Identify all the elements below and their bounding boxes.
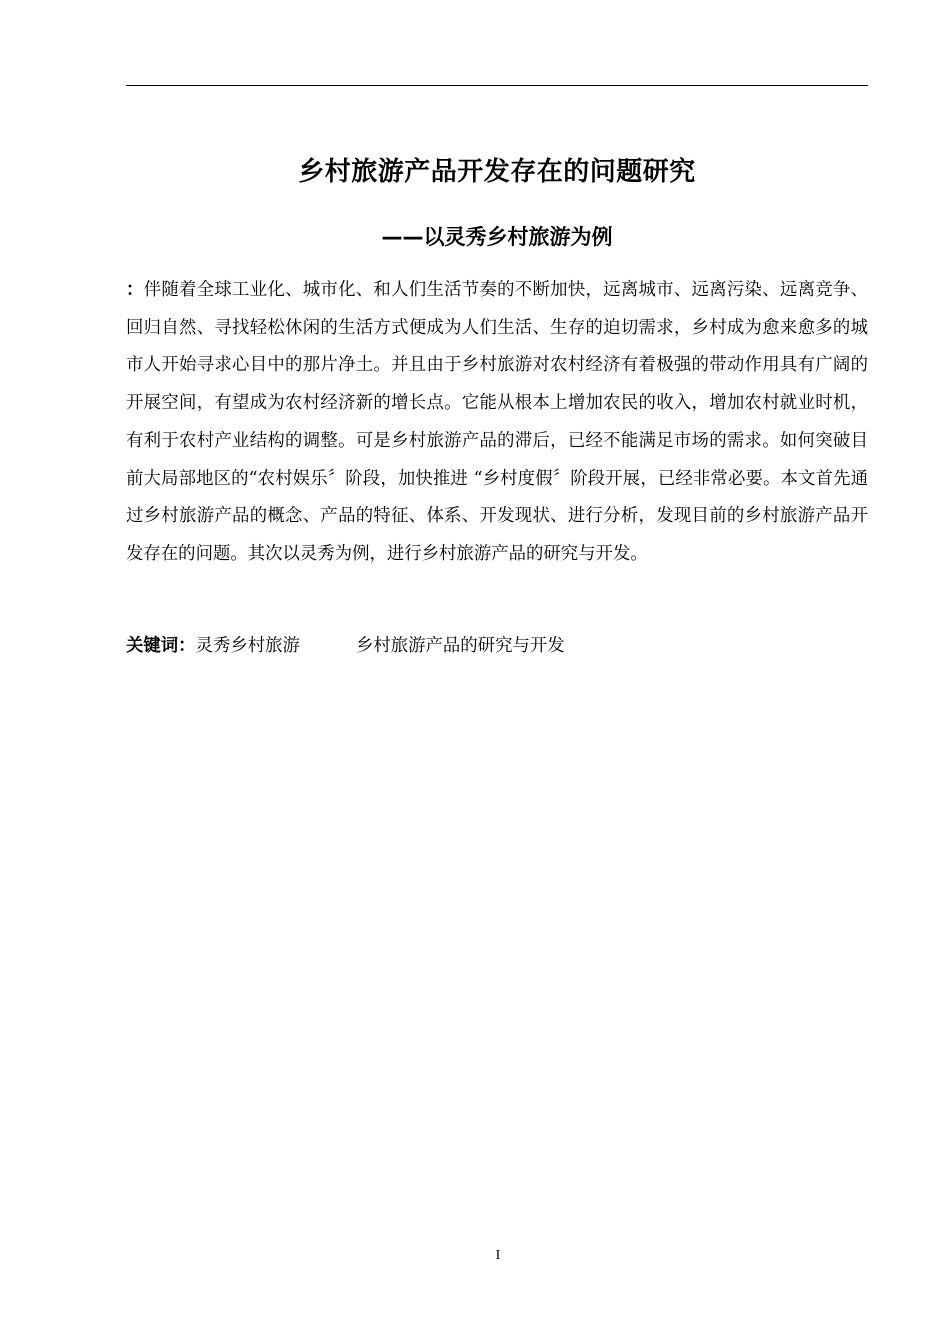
document-title: 乡村旅游产品开发存在的问题研究	[298, 157, 696, 187]
page-number: I	[495, 1248, 501, 1263]
abstract-paragraph	[126, 272, 868, 574]
header-rule	[126, 85, 868, 86]
keyword-item: 乡村旅游产品的研究与开发	[355, 636, 565, 656]
keywords-label: 关键词：	[126, 636, 196, 656]
keyword-item: 灵秀乡村旅游	[195, 636, 300, 656]
keywords-line	[126, 628, 868, 664]
abstract-text: 伴随着全球工业化、城市化、和人们生活节奏的不断加快，远离城市、远离污染、远离竞争、回归自然、寻找轻松休闲的生活方式便成为人们生活、生存的迫切需求，乡村成为愈来愈多的城市人开始寻求心目中的那片净土。并且由于乡村旅游对农村经济有着极强的带动作用具有广阔的开展空间，有望成为农村经济新的增长点。它能从根本上增加农民的收入，增加农村就业时机，有利于农村产业结构的调整。可是乡村旅游产品的滞后，已经不能满足市场的需求。如何突破目前大局部地区的“农村娱乐〞阶段，加快推进 “乡村度假〞阶段开展，已经非常必要。本文首先通过乡村旅游产品的概念、产品的特征、体系、开发现状、进行分析，发现目前的乡村旅游产品开发存在的问题。其次以灵秀为例，进行乡村旅游产品的研究与开发。	[126, 280, 868, 564]
document-subtitle: ——以灵秀乡村旅游为例	[381, 225, 613, 249]
abstract-label: ：	[126, 280, 144, 300]
